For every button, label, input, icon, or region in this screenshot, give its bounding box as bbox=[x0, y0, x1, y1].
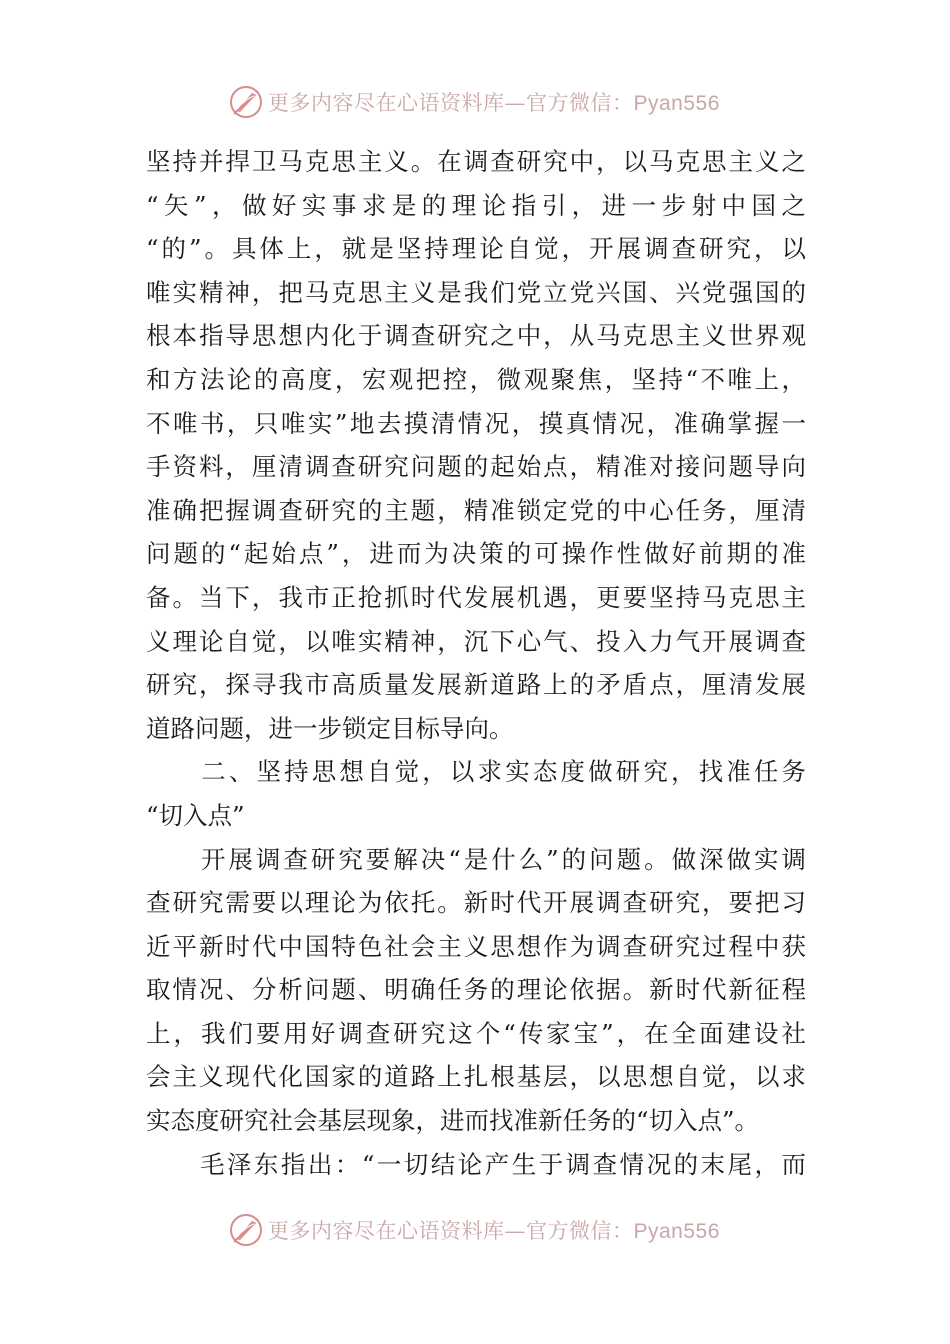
text-line: 手资料，厘清调查研究问题的起始点，精准对接问题导向 bbox=[146, 452, 806, 482]
text-line: 开展调查研究要解决“是什么”的问题。做深做实调 bbox=[146, 844, 806, 874]
text-line: 准确把握调查研究的主题，精准锁定党的中心任务，厘清 bbox=[146, 495, 806, 525]
watermark-official-label: 官方微信： bbox=[526, 1219, 634, 1243]
text-line: 实态度研究社会基层现象，进而找准新任务的“切入点”。 bbox=[146, 1106, 760, 1136]
text-line: 毛泽东指出：“一切结论产生于调查情况的末尾，而 bbox=[146, 1149, 806, 1179]
watermark-banner-top bbox=[228, 80, 728, 124]
text-line: 查研究需要以理论为依托。新时代开展调查研究，要把习 bbox=[146, 888, 806, 918]
heading-line: 二、坚持思想自觉，以求实态度做研究，找准任务 bbox=[146, 757, 806, 787]
text-line: 备。当下，我市正抢抓时代发展机遇，更要坚持马克思主 bbox=[146, 582, 806, 612]
watermark-handle: Pyan556 bbox=[633, 92, 720, 115]
text-line: 坚持并捍卫马克思主义。在调查研究中，以马克思主义之 bbox=[146, 147, 806, 176]
section-heading-2 bbox=[146, 750, 806, 837]
document-body bbox=[146, 140, 806, 1186]
quill-logo-icon bbox=[228, 1212, 264, 1248]
watermark-site-text: 更多内容尽在心语资料库— bbox=[268, 1219, 526, 1243]
text-line: 唯实精神，把马克思主义是我们党立党兴国、兴党强国的 bbox=[146, 277, 806, 307]
paragraph-1 bbox=[146, 140, 806, 750]
text-line: 会主义现代化国家的道路上扎根基层，以思想自觉，以求 bbox=[146, 1062, 806, 1092]
watermark-official-label: 官方微信： bbox=[526, 91, 634, 115]
text-line: “的”。具体上，就是坚持理论自觉，开展调查研究，以 bbox=[146, 234, 806, 264]
watermark-handle: Pyan556 bbox=[633, 1220, 720, 1243]
text-line: 和方法论的高度，宏观把控，微观聚焦，坚持“不唯上， bbox=[146, 364, 806, 394]
text-line: 问题的“起始点”，进而为决策的可操作性做好前期的准 bbox=[146, 539, 806, 569]
text-line: 根本指导思想内化于调查研究之中，从马克思主义世界观 bbox=[146, 321, 806, 351]
heading-line: “切入点” bbox=[146, 800, 245, 830]
watermark-site-text: 更多内容尽在心语资料库— bbox=[268, 91, 526, 115]
quill-logo-icon bbox=[228, 84, 264, 120]
text-line: 取情况、分析问题、明确任务的理论依据。新时代新征程 bbox=[146, 975, 806, 1005]
paragraph-3 bbox=[146, 838, 806, 1143]
text-line: 道路问题，进一步锁定目标导向。 bbox=[146, 713, 514, 743]
text-line: 上，我们要用好调查研究这个“传家宝”，在全面建设社 bbox=[146, 1018, 806, 1048]
text-line: 研究，探寻我市高质量发展新道路上的矛盾点，厘清发展 bbox=[146, 670, 806, 700]
text-line: 不唯书，只唯实”地去摸清情况，摸真情况，准确掌握一 bbox=[146, 408, 806, 438]
text-line: “矢”，做好实事求是的理论指引，进一步射中国之 bbox=[146, 190, 806, 220]
paragraph-4 bbox=[146, 1143, 806, 1187]
watermark-banner-bottom bbox=[228, 1208, 728, 1252]
text-line: 近平新时代中国特色社会主义思想作为调查研究过程中获 bbox=[146, 931, 806, 961]
text-line: 义理论自觉，以唯实精神，沉下心气、投入力气开展调查 bbox=[146, 626, 806, 656]
